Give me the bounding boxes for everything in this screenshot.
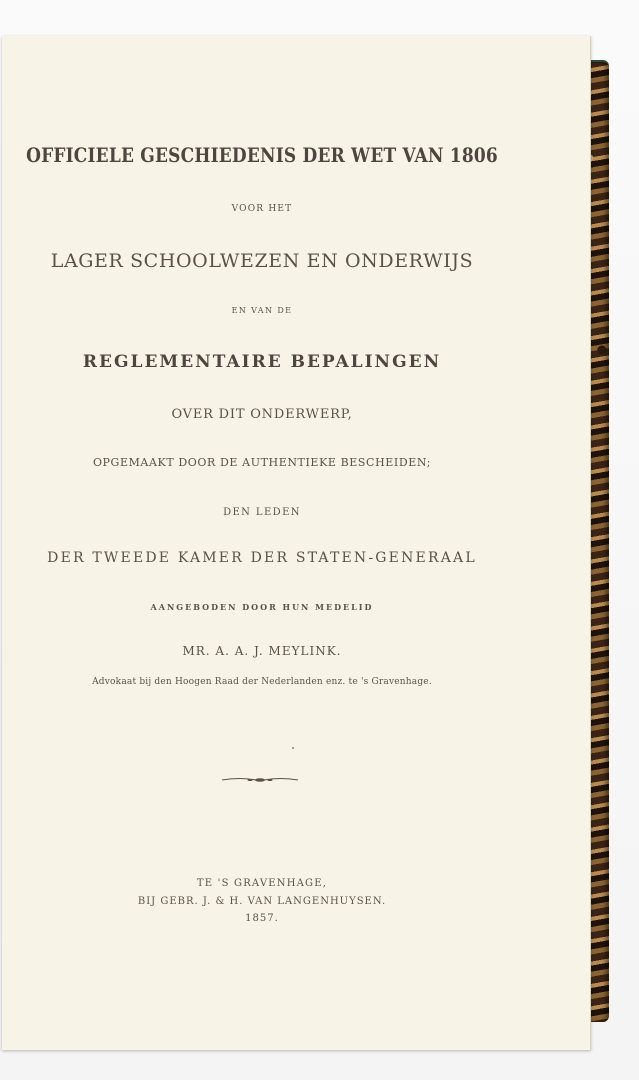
connector-en-van-de: EN VAN DE (231, 306, 293, 315)
connector-voor-het: VOOR HET (231, 204, 293, 214)
kamer-line: DER TWEEDE KAMER DER STATEN-GENERAAL (47, 550, 477, 566)
imprint-printer: BIJ GEBR. J. & H. VAN LANGENHUYSEN. (137, 896, 387, 907)
opgemaakt-line: OPGEMAAKT DOOR DE AUTHENTIEKE BESCHEIDEN; (92, 456, 432, 469)
imprint-year: 1857. (245, 913, 279, 924)
ornament-divider-icon (220, 774, 300, 786)
subject-line-2: REGLEMENTAIRE BEPALINGEN (82, 352, 442, 372)
aangeboden-line: AANGEBODEN DOOR HUN MEDELID (150, 602, 374, 612)
den-leden-line: DEN LEDEN (223, 507, 301, 518)
title-page (2, 36, 591, 1050)
author-title: Advokaat bij den Hoogen Raad der Nederlanden enz. te 's Gravenhage. (92, 677, 432, 687)
imprint-place: TE 'S GRAVENHAGE, (196, 878, 328, 889)
subject-line: LAGER SCHOOLWEZEN EN ONDERWIJS (50, 250, 474, 272)
book-title: OFFICIELE GESCHIEDENIS DER WET VAN 1806 (26, 144, 498, 168)
author-name: MR. A. A. J. MEYLINK. (182, 644, 342, 658)
print-speck (292, 747, 294, 749)
over-line: OVER DIT ONDERWERP, (171, 407, 353, 422)
